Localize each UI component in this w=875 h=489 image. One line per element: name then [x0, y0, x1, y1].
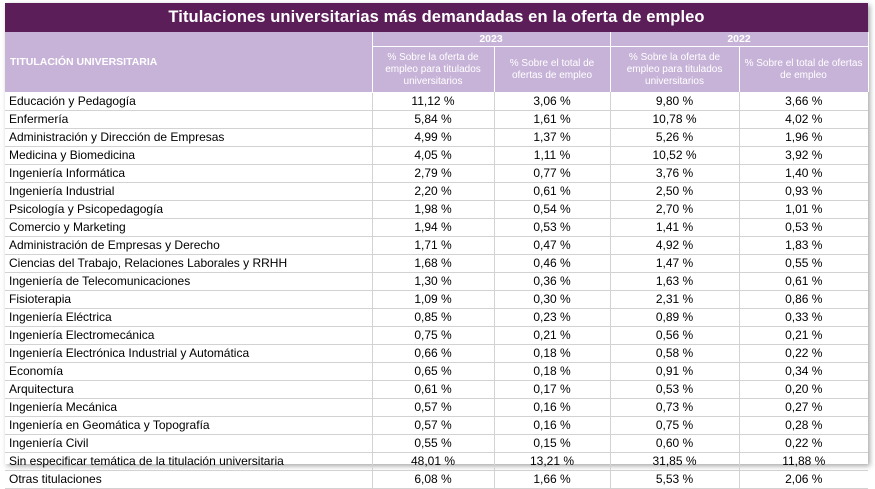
row-2022-univ: 5,53 %: [610, 470, 739, 488]
row-titulacion: Sin especificar temática de la titulación universitaria: [5, 452, 372, 470]
row-2023-total: 3,06 %: [494, 92, 610, 110]
row-2022-univ: 0,75 %: [610, 416, 739, 434]
row-titulacion: Ingeniería Electromecánica: [5, 326, 372, 344]
row-2022-total: 0,34 %: [739, 362, 868, 380]
row-2022-univ: 10,52 %: [610, 146, 739, 164]
table-row: [5, 290, 868, 308]
subheader-2022-univ: % Sobre la oferta de empleo para titulados universitarios: [610, 47, 739, 93]
row-2023-univ: 6,08 %: [372, 470, 494, 488]
row-2022-univ: 5,26 %: [610, 128, 739, 146]
row-2022-total: 0,86 %: [739, 290, 868, 308]
row-2023-univ: 0,85 %: [372, 308, 494, 326]
table-row: [5, 164, 868, 182]
row-2022-univ: 0,73 %: [610, 398, 739, 416]
row-2022-univ: 1,63 %: [610, 272, 739, 290]
row-2022-total: 0,55 %: [739, 254, 868, 272]
row-2023-total: 0,54 %: [494, 200, 610, 218]
table-body: [5, 92, 868, 488]
table-row: [5, 254, 868, 272]
row-2022-total: 4,02 %: [739, 110, 868, 128]
row-2022-total: 0,28 %: [739, 416, 868, 434]
row-2023-total: 0,15 %: [494, 434, 610, 452]
row-titulacion: Ingeniería Mecánica: [5, 398, 372, 416]
table-row: [5, 218, 868, 236]
row-2022-univ: 0,58 %: [610, 344, 739, 362]
row-2022-total: 0,93 %: [739, 182, 868, 200]
row-2023-univ: 11,12 %: [372, 92, 494, 110]
row-2023-univ: 1,30 %: [372, 272, 494, 290]
table-row: [5, 92, 868, 110]
row-2022-total: 2,06 %: [739, 470, 868, 488]
year-header-2023: 2023: [372, 32, 610, 47]
subheader-2023-univ: % Sobre la oferta de empleo para titulados universitarios: [372, 47, 494, 93]
row-2022-total: 3,66 %: [739, 92, 868, 110]
row-2022-total: 0,22 %: [739, 434, 868, 452]
row-2023-total: 1,61 %: [494, 110, 610, 128]
row-2022-total: 1,96 %: [739, 128, 868, 146]
row-titulacion: Ingeniería Civil: [5, 434, 372, 452]
row-titulacion: Ingeniería Informática: [5, 164, 372, 182]
row-titulacion: Comercio y Marketing: [5, 218, 372, 236]
row-2023-total: 0,53 %: [494, 218, 610, 236]
row-titulacion: Ingeniería Eléctrica: [5, 308, 372, 326]
table-row: [5, 146, 868, 164]
row-2023-univ: 1,98 %: [372, 200, 494, 218]
row-2023-univ: 1,09 %: [372, 290, 494, 308]
row-2023-univ: 0,75 %: [372, 326, 494, 344]
row-2023-total: 1,66 %: [494, 470, 610, 488]
row-titulacion: Enfermería: [5, 110, 372, 128]
row-titulacion: Ingeniería Electrónica Industrial y Automática: [5, 344, 372, 362]
table-row: [5, 326, 868, 344]
row-2023-univ: 1,68 %: [372, 254, 494, 272]
row-2022-total: 1,83 %: [739, 236, 868, 254]
row-2023-univ: 0,61 %: [372, 380, 494, 398]
row-2023-univ: 0,57 %: [372, 416, 494, 434]
row-2023-total: 0,18 %: [494, 344, 610, 362]
row-titulacion: Ingeniería Industrial: [5, 182, 372, 200]
table-row: [5, 398, 868, 416]
row-2022-total: 0,27 %: [739, 398, 868, 416]
table-row: [5, 182, 868, 200]
row-titulacion: Ingeniería en Geomática y Topografía: [5, 416, 372, 434]
row-2022-univ: 0,60 %: [610, 434, 739, 452]
table-row: [5, 200, 868, 218]
row-2023-univ: 2,79 %: [372, 164, 494, 182]
row-2023-univ: 0,57 %: [372, 398, 494, 416]
subheader-2023-total: % Sobre el total de ofertas de empleo: [494, 47, 610, 93]
row-2023-total: 0,36 %: [494, 272, 610, 290]
row-titulacion: Otras titulaciones: [5, 470, 372, 488]
table-row: [5, 380, 868, 398]
row-titulacion: Educación y Pedagogía: [5, 92, 372, 110]
table-row: [5, 452, 868, 470]
row-2022-total: 0,21 %: [739, 326, 868, 344]
row-titulacion: Fisioterapia: [5, 290, 372, 308]
row-titulacion: Ciencias del Trabajo, Relaciones Laborales y RRHH: [5, 254, 372, 272]
row-2022-univ: 2,50 %: [610, 182, 739, 200]
row-titulacion: Psicología y Psicopedagogía: [5, 200, 372, 218]
row-2022-univ: 3,76 %: [610, 164, 739, 182]
row-2022-univ: 2,31 %: [610, 290, 739, 308]
row-2022-univ: 0,91 %: [610, 362, 739, 380]
row-2022-total: 1,40 %: [739, 164, 868, 182]
row-2023-univ: 0,55 %: [372, 434, 494, 452]
row-2023-total: 0,18 %: [494, 362, 610, 380]
row-2022-univ: 10,78 %: [610, 110, 739, 128]
row-2023-total: 0,16 %: [494, 398, 610, 416]
table-row: [5, 344, 868, 362]
table-row: [5, 470, 868, 488]
row-2022-univ: 1,47 %: [610, 254, 739, 272]
row-2022-univ: 2,70 %: [610, 200, 739, 218]
row-2023-total: 0,47 %: [494, 236, 610, 254]
row-2022-total: 0,20 %: [739, 380, 868, 398]
row-2023-univ: 2,20 %: [372, 182, 494, 200]
row-titulacion: Arquitectura: [5, 380, 372, 398]
row-2023-univ: 1,94 %: [372, 218, 494, 236]
table-row: [5, 308, 868, 326]
table-row: [5, 110, 868, 128]
row-titulacion: Administración y Dirección de Empresas: [5, 128, 372, 146]
row-2022-univ: 0,89 %: [610, 308, 739, 326]
row-2022-univ: 9,80 %: [610, 92, 739, 110]
year-header-2022: 2022: [610, 32, 868, 47]
row-2023-total: 0,30 %: [494, 290, 610, 308]
row-2022-total: 0,61 %: [739, 272, 868, 290]
row-2023-univ: 0,65 %: [372, 362, 494, 380]
table-title: Titulaciones universitarias más demandadas en la oferta de empleo: [5, 3, 868, 32]
row-2023-univ: 1,71 %: [372, 236, 494, 254]
row-titulacion: Medicina y Biomedicina: [5, 146, 372, 164]
row-2023-total: 0,46 %: [494, 254, 610, 272]
row-titulacion: Economía: [5, 362, 372, 380]
row-2022-total: 0,53 %: [739, 218, 868, 236]
row-2022-univ: 0,56 %: [610, 326, 739, 344]
table-row: [5, 236, 868, 254]
row-2023-univ: 4,05 %: [372, 146, 494, 164]
data-table: [5, 32, 869, 489]
table-row: [5, 434, 868, 452]
column-header-titulacion: TITULACIÓN UNIVERSITARIA: [5, 32, 372, 92]
row-2023-total: 0,16 %: [494, 416, 610, 434]
row-2023-total: 0,21 %: [494, 326, 610, 344]
row-2023-total: 13,21 %: [494, 452, 610, 470]
row-2022-univ: 4,92 %: [610, 236, 739, 254]
row-2023-univ: 48,01 %: [372, 452, 494, 470]
year-header-row: [5, 32, 868, 47]
row-2023-total: 0,77 %: [494, 164, 610, 182]
row-2022-total: 11,88 %: [739, 452, 868, 470]
row-2022-total: 3,92 %: [739, 146, 868, 164]
row-titulacion: Ingeniería de Telecomunicaciones: [5, 272, 372, 290]
table-row: [5, 416, 868, 434]
row-2022-total: 0,22 %: [739, 344, 868, 362]
row-2023-total: 0,61 %: [494, 182, 610, 200]
row-2023-total: 1,37 %: [494, 128, 610, 146]
table-panel: [5, 3, 868, 486]
row-2022-univ: 1,41 %: [610, 218, 739, 236]
row-titulacion: Administración de Empresas y Derecho: [5, 236, 372, 254]
table-row: [5, 362, 868, 380]
row-2023-total: 0,23 %: [494, 308, 610, 326]
row-2022-total: 0,33 %: [739, 308, 868, 326]
row-2022-total: 1,01 %: [739, 200, 868, 218]
row-2022-univ: 0,53 %: [610, 380, 739, 398]
row-2023-univ: 4,99 %: [372, 128, 494, 146]
row-2022-univ: 31,85 %: [610, 452, 739, 470]
subheader-2022-total: % Sobre el total de ofertas de empleo: [739, 47, 868, 93]
table-row: [5, 128, 868, 146]
row-2023-univ: 5,84 %: [372, 110, 494, 128]
table-row: [5, 272, 868, 290]
row-2023-univ: 0,66 %: [372, 344, 494, 362]
row-2023-total: 0,17 %: [494, 380, 610, 398]
row-2023-total: 1,11 %: [494, 146, 610, 164]
